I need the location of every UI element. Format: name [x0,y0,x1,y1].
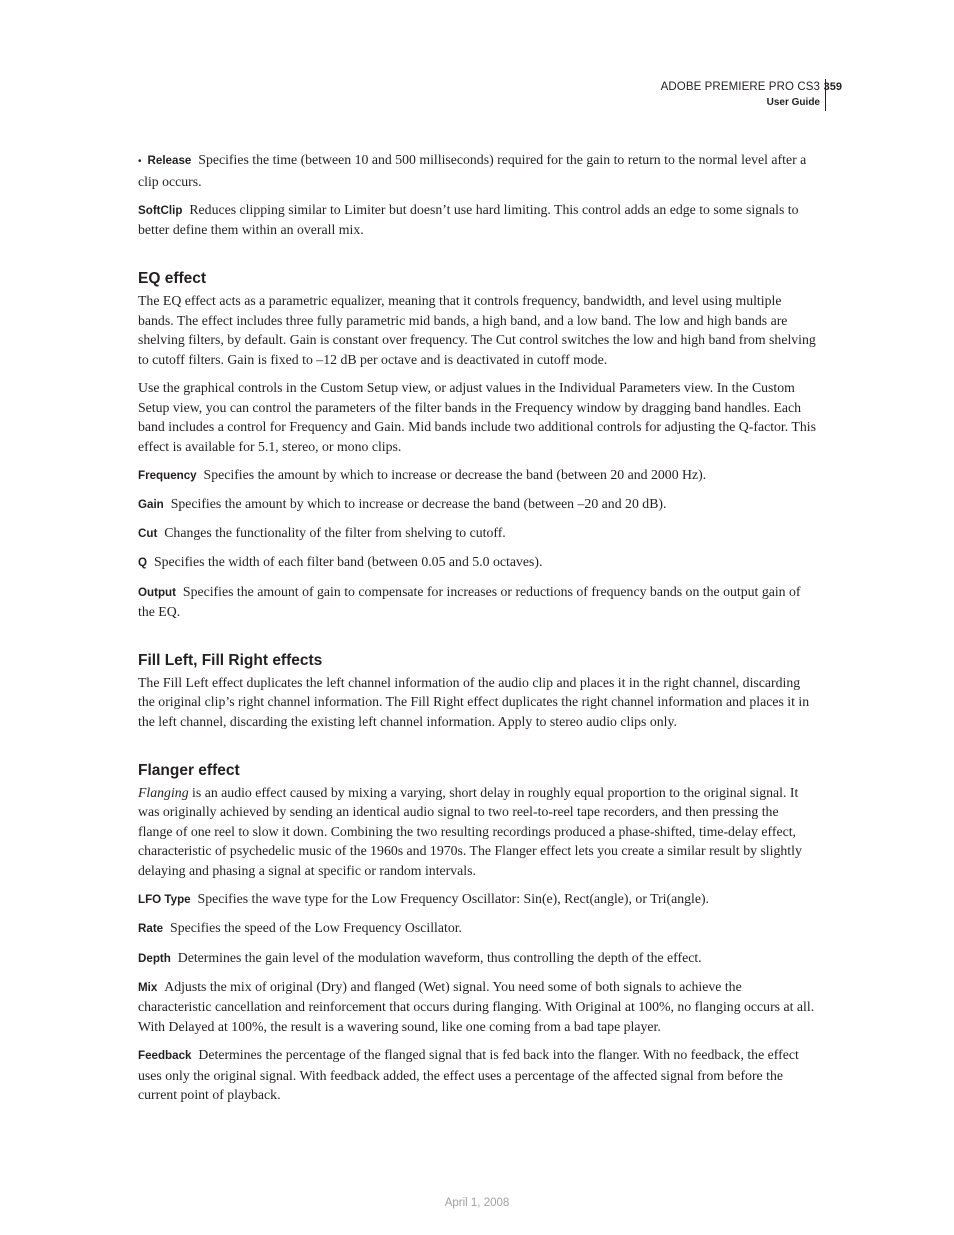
term-cut: Cut [138,527,158,541]
term-softclip: SoftClip [138,203,183,217]
softclip-item [138,200,816,240]
flanger-item-feedback [138,1045,816,1105]
lfo-type-description: Specifies the wave type for the Low Frequency Oscillator: Sin(e), Rect(angle), or Tri(angle). [197,891,709,907]
flanger-item-rate [138,918,816,939]
softclip-description: Reduces clipping similar to Limiter but doesn’t use hard limiting. This control adds an edge to some signals to better define them within an overall mix. [138,201,799,238]
depth-description: Determines the gain level of the modulation waveform, thus controlling the depth of the effect. [177,949,702,965]
cut-description: Changes the functionality of the filter from shelving to cutoff. [164,525,506,541]
footer-date: April 1, 2008 [444,1197,510,1209]
mix-description: Adjusts the mix of original (Dry) and flanged (Wet) signal. You need some of both signals to achieve the characteristic cancellation and reinforcement that occurs during flanging. With Original at 100%, no flanging occurs at all. With Delayed at 100%, the result is a wavering sound, like one coming from a bad tape player. [138,978,815,1034]
term-gain: Gain [138,498,164,512]
fill-paragraph: The Fill Left effect duplicates the left channel information of the audio clip and places it in the right channel, discarding the original clip’s right channel information. The Fill Right effect duplicates the right channel information and places it in the left channel, discarding the existing left channel information. Apply to stereo audio clips only. [138,674,810,730]
flanger-paragraph [138,783,816,881]
term-mix: Mix [138,980,158,994]
term-lfo-type: LFO Type [138,893,191,907]
eq-heading: EQ effect [138,269,207,287]
output-description: Specifies the amount of gain to compensate for increases or reductions of frequency bands on the output gain of the EQ. [138,583,801,620]
eq-item-gain [138,494,816,515]
q-description: Specifies the width of each filter band (between 0.05 and 5.0 octaves). [153,554,543,570]
term-output: Output [138,585,176,599]
eq-item-output [138,582,816,622]
frequency-description: Specifies the amount by which to increase or decrease the band (between 20 and 2000 Hz). [203,466,707,482]
release-description: Specifies the time (between 10 and 500 milliseconds) required for the gain to return to the normal level after a clip occurs. [138,152,807,189]
guide-title: User Guide [766,97,820,108]
flanger-item-mix [138,977,816,1037]
flanging-term: Flanging [138,784,189,800]
feedback-description: Determines the percentage of the flanged signal that is fed back into the flanger. With no feedback, the effect uses only the original signal. With feedback added, the effect uses a percentage of the affected signal from before the current point of playback. [138,1047,799,1103]
eq-paragraph-1: The EQ effect acts as a parametric equalizer, meaning that it controls frequency, bandwidth, and level using multiple bands. The effect includes three fully parametric mid bands, a high band, and a low band. The low and high bands are shelving filters, by default. Gain is constant over frequency. The Cut control switches the low and high band from shelving to cutoff filters. Gain is fixed to –12 dB per octave and is deactivated in cutoff mode. [138,292,816,367]
fill-heading: Fill Left, Fill Right effects [138,651,323,669]
flanger-paragraph-text: is an audio effect caused by mixing a varying, short delay in roughly equal proportion to the original signal. It was originally achieved by sending an identical audio signal to two reel-to-reel tape recorders, and then pressing the flange of one reel to slow it down. Combining the two resulting recordings produced a phase-shifted, time-delay effect, characteristic of psychedelic music of the 1960s and 1970s. The Flanger effect lets you create a similar result by slightly delaying and phasing a signal at specific or random intervals. [138,784,802,878]
eq-item-frequency [138,465,816,486]
term-feedback: Feedback [138,1049,192,1063]
term-rate: Rate [138,922,164,936]
running-head [620,79,826,111]
bullet: • [138,156,142,167]
page-header [582,79,842,113]
term-frequency: Frequency [138,468,197,482]
page-number: 359 [823,81,842,93]
eq-paragraph-2: Use the graphical controls in the Custom Setup view, or adjust values in the Individual Parameters view. In the Custom Setup view, you can control the parameters of the filter bands in the Frequency window by dragging band handles. Each band includes a control for Frequency and Gain. Mid bands include two additional controls for adjusting the Q-factor. This effect is available for 5.1, stereo, or mono clips. [138,379,816,454]
term-release: Release [147,154,192,167]
rate-description: Specifies the speed of the Low Frequency Oscillator. [170,920,462,936]
flanger-item-depth [138,948,816,969]
product-title: ADOBE PREMIERE PRO CS3 [660,81,820,93]
term-q: Q [138,556,148,570]
page-body [138,150,816,1114]
flanger-item-lfo-type [138,889,816,910]
gain-description: Specifies the amount by which to increase or decrease the band (between –20 and 20 dB). [170,496,667,512]
flanger-heading: Flanger effect [138,761,240,779]
term-depth: Depth [138,951,171,965]
release-item [138,150,816,191]
eq-item-q [138,552,816,573]
eq-item-cut [138,523,816,544]
